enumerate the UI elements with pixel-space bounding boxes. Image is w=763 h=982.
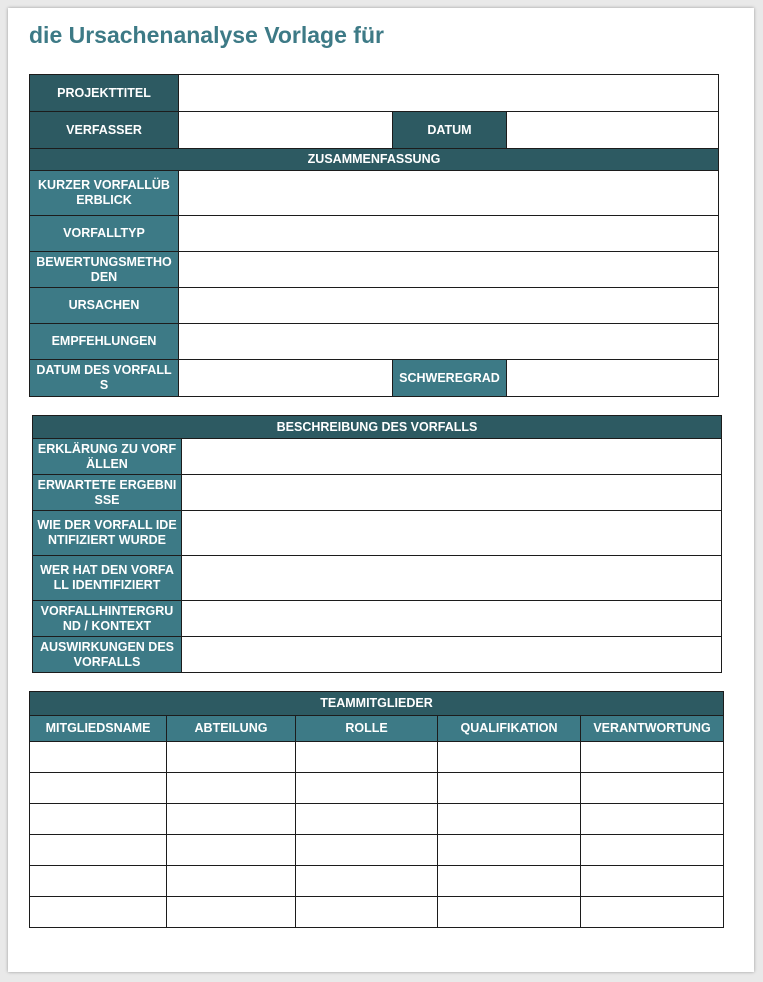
team-row [30,897,724,928]
team-cell[interactable] [296,773,438,804]
hintergrund-label: VORFALLHINTERGRUND / KONTEXT [33,601,182,637]
datum-field[interactable] [507,112,719,149]
team-cell[interactable] [581,773,724,804]
team-cell[interactable] [581,866,724,897]
empfehlungen-label: EMPFEHLUNGEN [30,324,179,360]
projekttitel-label: PROJEKTTITEL [30,75,179,112]
wie-identifiziert-field[interactable] [182,511,722,556]
team-cell[interactable] [581,742,724,773]
wie-identifiziert-label: WIE DER VORFALL IDENTIFIZIERT WURDE [33,511,182,556]
project-summary-table [29,74,719,397]
beschreibung-header: BESCHREIBUNG DES VORFALLS [33,416,722,439]
team-cell[interactable] [581,835,724,866]
erwartete-ergebnisse-field[interactable] [182,475,722,511]
projekttitel-field[interactable] [179,75,719,112]
datum-des-vorfalls-label: DATUM DES VORFALLS [30,360,179,397]
auswirkungen-field[interactable] [182,637,722,673]
page-title: die Ursachenanalyse Vorlage für [29,22,384,48]
empfehlungen-field[interactable] [179,324,719,360]
team-cell[interactable] [581,804,724,835]
team-cell[interactable] [296,804,438,835]
vorfalltyp-label: VORFALLTYP [30,216,179,252]
column-header-rolle: ROLLE [296,716,438,742]
bewertungsmethoden-label: BEWERTUNGSMETHODEN [30,252,179,288]
schweregrad-label: SCHWEREGRAD [393,360,507,397]
schweregrad-field[interactable] [507,360,719,397]
team-cell[interactable] [296,835,438,866]
verfasser-label: VERFASSER [30,112,179,149]
team-cell[interactable] [167,804,296,835]
team-cell[interactable] [438,773,581,804]
team-table [29,691,724,928]
column-header-mitgliedsname: MITGLIEDSNAME [30,716,167,742]
team-row [30,835,724,866]
team-cell[interactable] [30,897,167,928]
team-cell[interactable] [30,742,167,773]
datum-des-vorfalls-field[interactable] [179,360,393,397]
auswirkungen-label: AUSWIRKUNGEN DES VORFALLS [33,637,182,673]
team-cell[interactable] [438,804,581,835]
column-header-qualifikation: QUALIFIKATION [438,716,581,742]
ursachen-field[interactable] [179,288,719,324]
document-page [8,8,754,972]
team-cell[interactable] [167,897,296,928]
wer-identifiziert-field[interactable] [182,556,722,601]
description-table [32,415,722,673]
verfasser-field[interactable] [179,112,393,149]
team-cell[interactable] [581,897,724,928]
team-cell[interactable] [30,804,167,835]
kurzer-ueberblick-field[interactable] [179,171,719,216]
team-cell[interactable] [438,742,581,773]
teammitglieder-header: TEAMMITGLIEDER [30,692,724,716]
team-cell[interactable] [296,742,438,773]
team-row [30,866,724,897]
wer-identifiziert-label: WER HAT DEN VORFALL IDENTIFIZIERT [33,556,182,601]
erklaerung-label: ERKLÄRUNG ZU VORFÄLLEN [33,439,182,475]
erwartete-ergebnisse-label: ERWARTETE ERGEBNISSE [33,475,182,511]
team-row [30,742,724,773]
team-cell[interactable] [167,866,296,897]
team-cell[interactable] [438,835,581,866]
team-cell[interactable] [30,773,167,804]
bewertungsmethoden-field[interactable] [179,252,719,288]
hintergrund-field[interactable] [182,601,722,637]
team-cell[interactable] [296,897,438,928]
column-header-verantwortung: VERANTWORTUNG [581,716,724,742]
column-header-abteilung: ABTEILUNG [167,716,296,742]
team-cell[interactable] [167,835,296,866]
team-cell[interactable] [167,742,296,773]
datum-label: DATUM [393,112,507,149]
vorfalltyp-field[interactable] [179,216,719,252]
team-cell[interactable] [438,897,581,928]
erklaerung-field[interactable] [182,439,722,475]
team-cell[interactable] [30,835,167,866]
zusammenfassung-header: ZUSAMMENFASSUNG [30,149,719,171]
ursachen-label: URSACHEN [30,288,179,324]
team-cell[interactable] [438,866,581,897]
team-cell[interactable] [167,773,296,804]
team-cell[interactable] [30,866,167,897]
team-row [30,804,724,835]
kurzer-ueberblick-label: KURZER VORFALLÜBERBLICK [30,171,179,216]
team-row [30,773,724,804]
team-cell[interactable] [296,866,438,897]
